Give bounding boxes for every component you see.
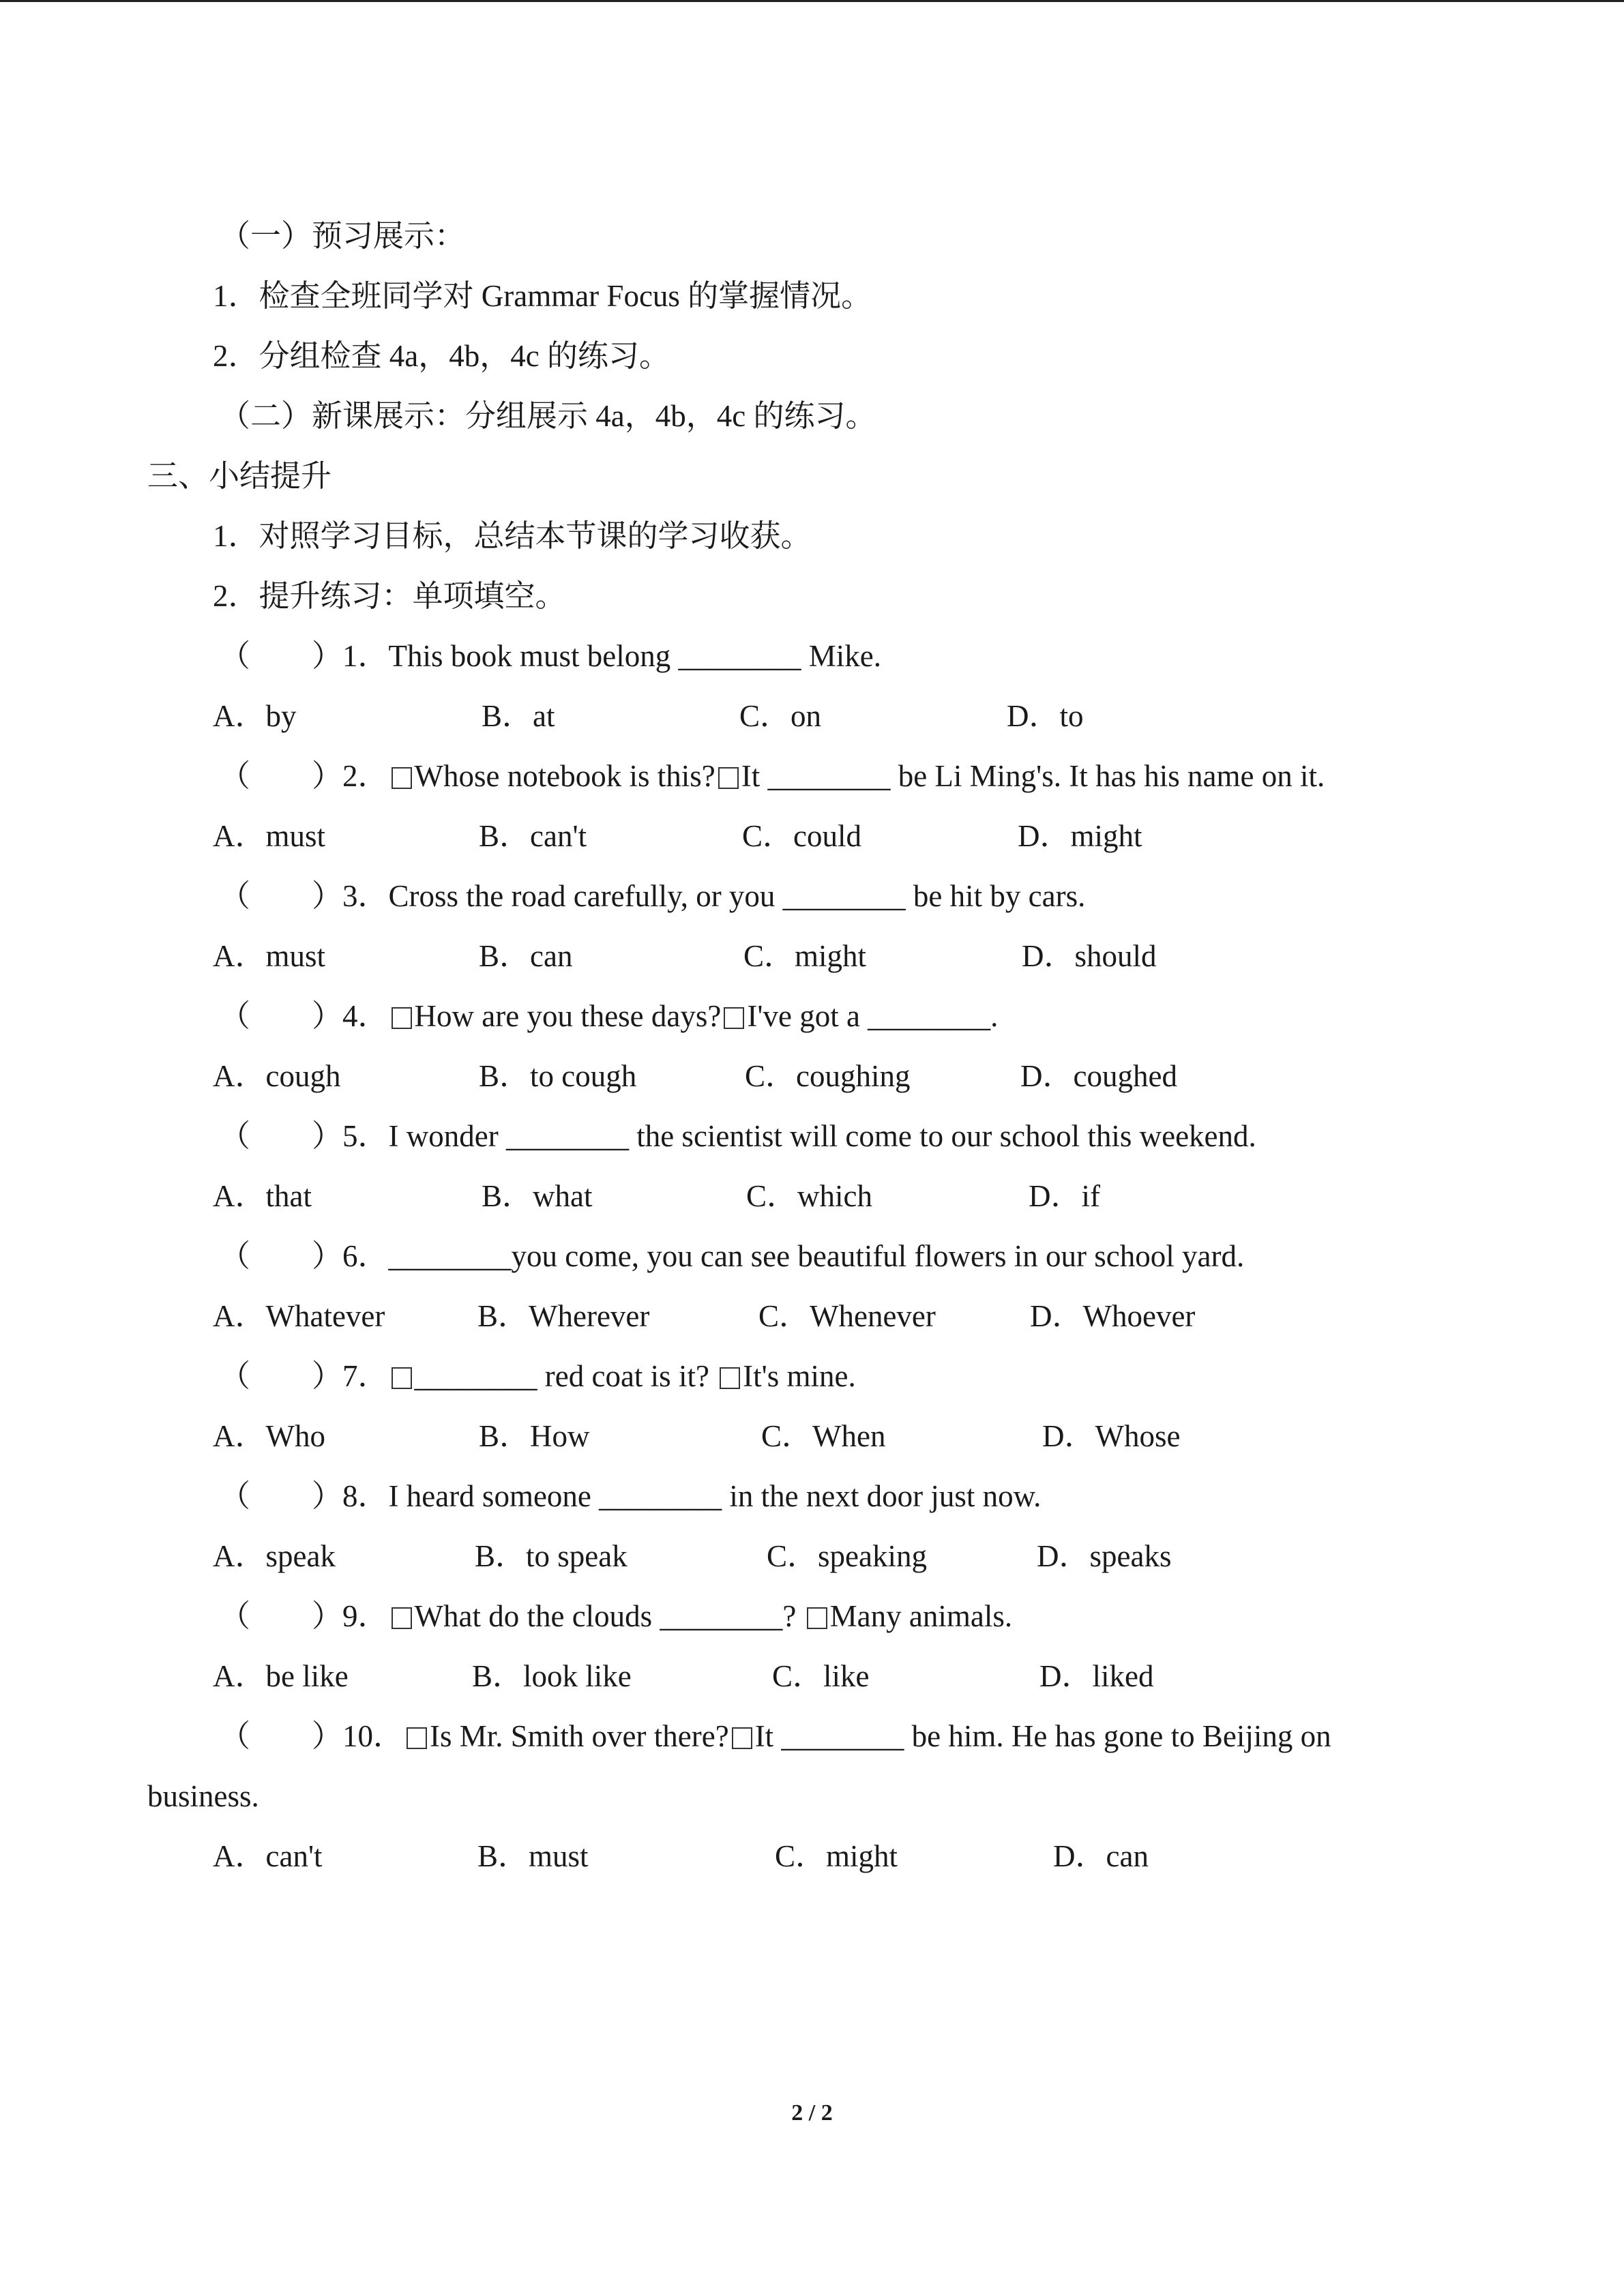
option-c: C．like <box>772 1659 870 1693</box>
option-c: C．speaking <box>767 1539 927 1573</box>
placeholder-box-icon <box>732 1727 752 1749</box>
option-a: A．Whatever <box>213 1299 385 1333</box>
question-text-part-1: What do the clouds ________? <box>414 1599 797 1633</box>
question-text: I heard someone ________ in the next door just now. <box>388 1479 1042 1513</box>
placeholder-box-icon <box>718 767 739 789</box>
option-c: C．When <box>761 1419 886 1453</box>
option-d: D．should <box>1022 939 1157 973</box>
preview-item-1: 1．检查全班同学对 Grammar Focus 的掌握情况。 <box>213 279 872 313</box>
option-c: C．coughing <box>745 1059 911 1093</box>
question-text-part-2: I've got a ________. <box>747 999 999 1033</box>
option-a: A．cough <box>213 1059 341 1093</box>
question-number: （ ）3． <box>220 879 389 913</box>
top-border <box>0 0 1624 2</box>
new-lesson-line: （二）新课展示：分组展示 4a，4b，4c 的练习。 <box>220 399 876 433</box>
question-10 <box>220 1718 1331 1754</box>
question-7 <box>220 1358 856 1394</box>
option-d: D．might <box>1018 819 1142 853</box>
question-number: （ ）6． <box>220 1239 389 1273</box>
question-number: （ ）1． <box>220 639 389 673</box>
question-1 <box>220 638 881 674</box>
option-b: B．to speak <box>475 1539 628 1573</box>
question-number: （ ）9． <box>220 1599 389 1633</box>
placeholder-box-icon <box>392 767 412 789</box>
question-8 <box>220 1478 1041 1514</box>
option-d: D．if <box>1029 1179 1100 1213</box>
option-a: A．Who <box>213 1419 325 1453</box>
question-text-part-1: Whose notebook is this? <box>414 759 715 793</box>
option-a: A．by <box>213 699 297 733</box>
placeholder-box-icon <box>407 1727 427 1749</box>
option-b: B．to cough <box>479 1059 637 1093</box>
question-text-part-2: It ________ be him. He has gone to Beijing on <box>754 1719 1331 1753</box>
option-c: C．on <box>739 699 822 733</box>
page-number: 2 / 2 <box>791 2100 833 2126</box>
option-b: B．can't <box>479 819 587 853</box>
question-text-part-1: Is Mr. Smith over there? <box>430 1719 729 1753</box>
option-b: B．what <box>482 1179 593 1213</box>
placeholder-box-icon <box>392 1367 412 1389</box>
question-2 <box>220 758 1325 794</box>
question-number: （ ）2． <box>220 759 389 793</box>
option-b: B．can <box>479 939 573 973</box>
question-9 <box>220 1598 1012 1634</box>
option-d: D．coughed <box>1020 1059 1177 1093</box>
option-a: A．must <box>213 939 326 973</box>
placeholder-box-icon <box>392 1607 412 1629</box>
option-b: B．at <box>482 699 555 733</box>
summary-item-2: 2．提升练习：单项填空。 <box>213 579 566 613</box>
option-d: D．to <box>1007 699 1084 733</box>
question-text: ________you come, you can see beautiful flowers in our school yard. <box>388 1239 1245 1273</box>
option-a: A．must <box>213 819 326 853</box>
option-b: B．must <box>477 1839 589 1873</box>
question-number: （ ）5． <box>220 1119 389 1153</box>
question-3 <box>220 878 1085 914</box>
option-c: C．Whenever <box>758 1299 936 1333</box>
option-c: C．which <box>746 1179 872 1213</box>
placeholder-box-icon <box>807 1607 827 1629</box>
question-10-continuation: business. <box>147 1779 259 1813</box>
preview-item-2: 2．分组检查 4a，4b，4c 的练习。 <box>213 339 670 373</box>
summary-title: 三、小结提升 <box>147 459 332 493</box>
question-6 <box>220 1238 1244 1274</box>
question-text-part-2: It's mine. <box>743 1359 856 1393</box>
option-d: D．can <box>1053 1839 1149 1873</box>
question-text: Cross the road carefully, or you ________ be hit by cars. <box>388 879 1086 913</box>
option-c: C．could <box>742 819 861 853</box>
placeholder-box-icon <box>720 1367 740 1389</box>
option-b: B．look like <box>472 1659 632 1693</box>
question-text-part-1: ________ red coat is it? <box>414 1359 709 1393</box>
question-number: （ ）7． <box>220 1359 389 1393</box>
question-text-part-2: It ________ be Li Ming's. It has his name on it. <box>741 759 1325 793</box>
option-b: B．How <box>479 1419 590 1453</box>
preview-title: （一）预习展示： <box>220 219 466 253</box>
option-a: A．that <box>213 1179 312 1213</box>
question-number: （ ）8． <box>220 1479 389 1513</box>
question-number: （ ）10． <box>220 1719 404 1753</box>
option-d: D．Whoever <box>1030 1299 1196 1333</box>
question-text: This book must belong ________ Mike. <box>388 639 881 673</box>
question-5 <box>220 1118 1256 1154</box>
summary-item-1: 1．对照学习目标，总结本节课的学习收获。 <box>213 519 812 553</box>
option-d: D．liked <box>1039 1659 1154 1693</box>
placeholder-box-icon <box>724 1007 744 1029</box>
option-a: A．be like <box>213 1659 349 1693</box>
question-text: I wonder ________ the scientist will come to our school this weekend. <box>388 1119 1256 1153</box>
option-d: D．speaks <box>1037 1539 1172 1573</box>
question-text-part-1: How are you these days? <box>414 999 722 1033</box>
option-b: B．Wherever <box>477 1299 650 1333</box>
option-d: D．Whose <box>1042 1419 1181 1453</box>
question-4 <box>220 998 998 1034</box>
placeholder-box-icon <box>392 1007 412 1029</box>
question-number: （ ）4． <box>220 999 389 1033</box>
option-a: A．can't <box>213 1839 323 1873</box>
option-a: A．speak <box>213 1539 336 1573</box>
question-text-part-2: Many animals. <box>829 1599 1013 1633</box>
option-c: C．might <box>743 939 867 973</box>
option-c: C．might <box>775 1839 898 1873</box>
